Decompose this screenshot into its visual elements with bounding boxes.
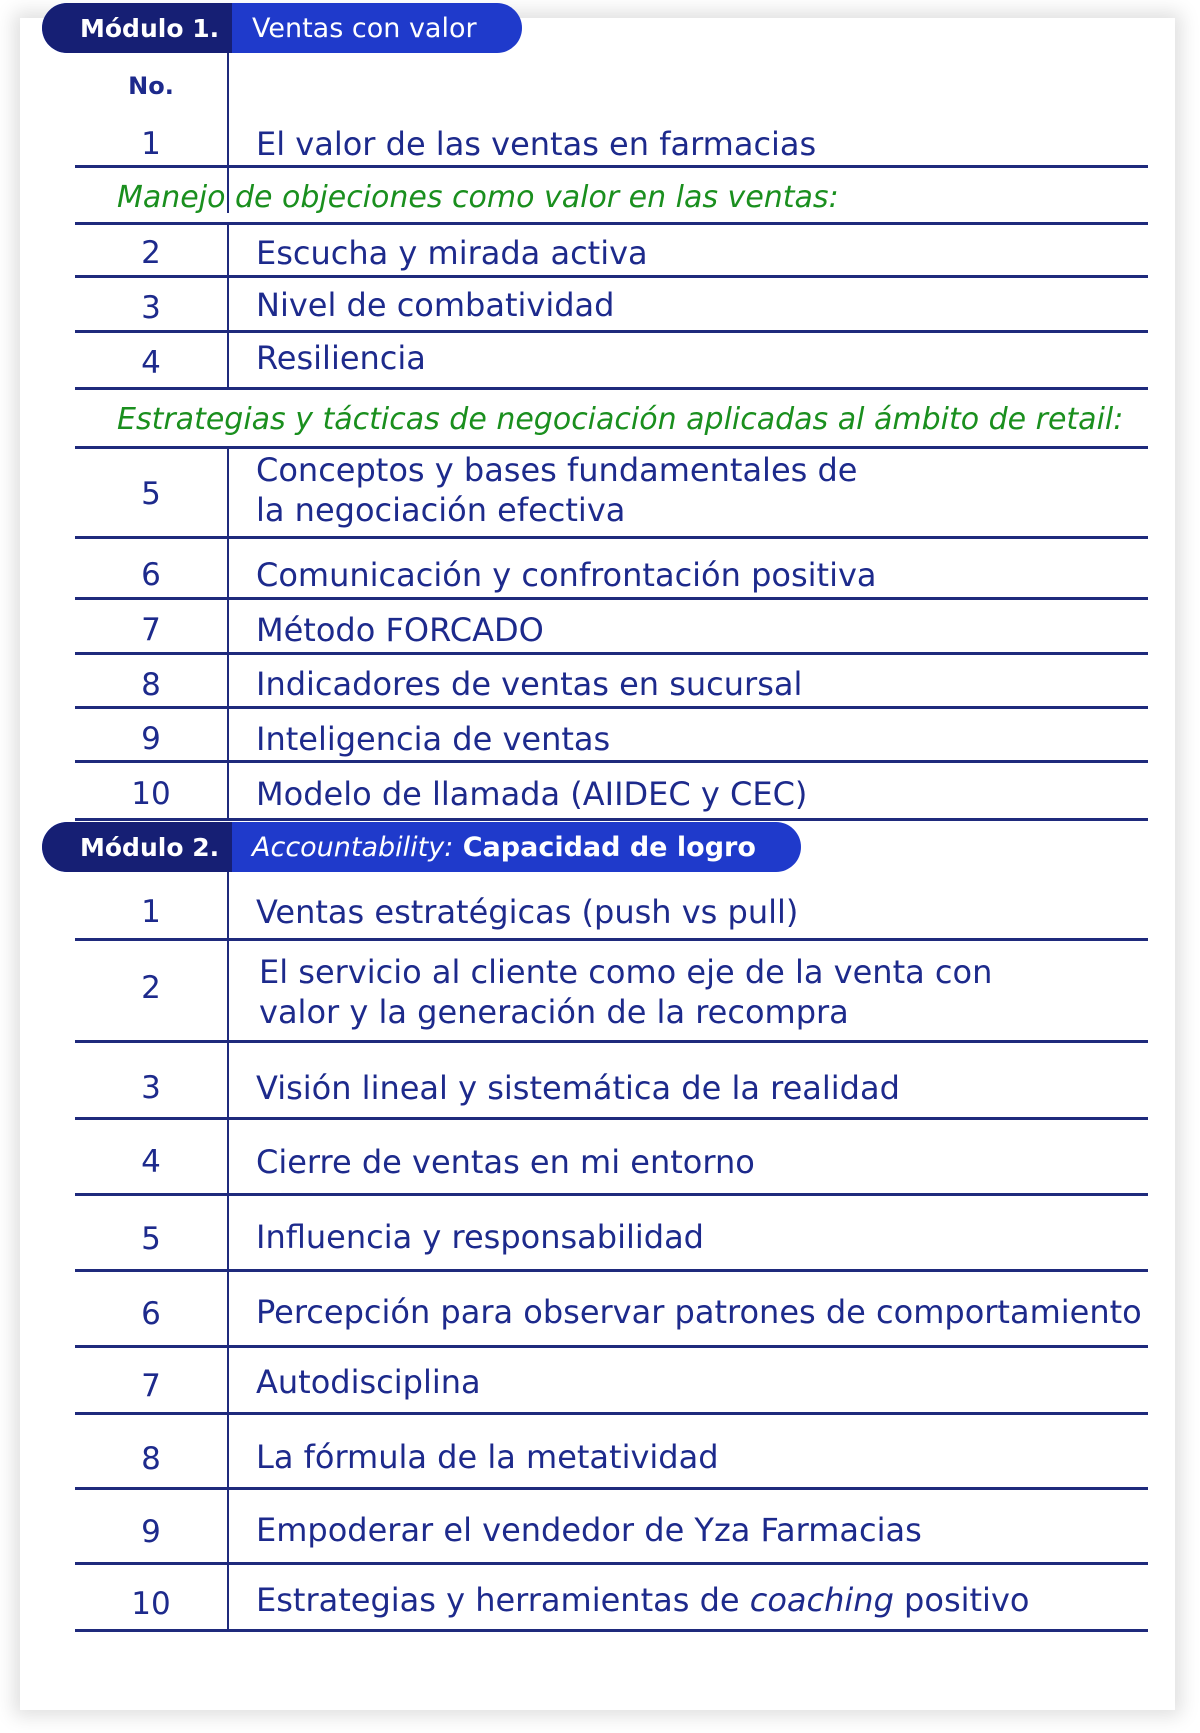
row-number: 6 <box>141 1296 161 1332</box>
row-number: 7 <box>141 1368 161 1404</box>
row-text-line-2: la negociación efectiva <box>256 491 626 529</box>
row-number: 4 <box>141 1144 161 1180</box>
row-text: Indicadores de ventas en sucursal <box>256 665 803 703</box>
row-number: 9 <box>141 721 161 757</box>
module-2-label: Módulo 2. <box>42 822 232 872</box>
row-text: El valor de las ventas en farmacias <box>256 125 817 163</box>
row-divider <box>75 1487 1148 1490</box>
row-text: Escucha y mirada activa <box>256 234 648 272</box>
number-column-header: No. <box>128 72 174 100</box>
row-text: Resiliencia <box>256 339 426 377</box>
row-text-post: positivo <box>893 1581 1030 1619</box>
row-number: 3 <box>141 1070 161 1106</box>
row-text-line-1: El servicio al cliente como eje de la venta con <box>259 953 993 991</box>
row-divider <box>75 652 1148 655</box>
row-divider <box>75 1117 1148 1120</box>
module-1-header <box>42 3 522 53</box>
row-text: Autodisciplina <box>256 1363 481 1401</box>
module-2-header <box>42 822 801 872</box>
module-2-title-rest: Capacidad de logro <box>453 831 756 863</box>
row-text: Percepción para observar patrones de comportamiento <box>256 1293 1142 1331</box>
row-divider <box>75 165 1148 168</box>
row-number: 10 <box>131 776 171 812</box>
row-divider <box>75 818 1148 821</box>
row-text: La fórmula de la metatividad <box>256 1438 719 1476</box>
row-number: 2 <box>141 235 161 271</box>
row-text-line-2: valor y la generación de la recompra <box>259 993 849 1031</box>
row-number: 1 <box>141 894 161 930</box>
row-text: Influencia y responsabilidad <box>256 1218 704 1256</box>
module-2-title-italic: Accountability: <box>252 831 454 863</box>
row-divider <box>75 1345 1148 1348</box>
row-text: Cierre de ventas en mi entorno <box>256 1143 755 1181</box>
row-divider <box>75 1562 1148 1565</box>
module-1-title: Ventas con valor <box>252 12 477 44</box>
section-heading: Manejo de objeciones como valor en las ventas: <box>117 180 839 215</box>
row-text-line-1: Conceptos y bases fundamentales de <box>256 451 858 489</box>
row-number: 8 <box>141 1441 161 1477</box>
module-2-title <box>232 832 801 863</box>
row-text: Nivel de combatividad <box>256 286 615 324</box>
row-divider <box>75 1269 1148 1272</box>
row-number: 1 <box>141 126 161 162</box>
row-number: 4 <box>141 345 161 381</box>
row-text <box>256 1580 1029 1620</box>
row-text: Inteligencia de ventas <box>256 720 611 758</box>
row-number: 9 <box>141 1514 161 1550</box>
row-number: 10 <box>131 1586 171 1622</box>
row-text-pre: Estrategias y herramientas de <box>256 1581 750 1619</box>
row-divider <box>75 938 1148 941</box>
row-number: 5 <box>141 476 161 512</box>
row-divider <box>75 387 1148 390</box>
row-text: Ventas estratégicas (push vs pull) <box>256 893 799 931</box>
row-divider <box>75 597 1148 600</box>
row-text-italic: coaching <box>749 1581 894 1619</box>
row-divider <box>75 446 1148 449</box>
column-divider <box>227 872 229 1632</box>
column-divider <box>227 448 229 820</box>
row-text: Empoderar el vendedor de Yza Farmacias <box>256 1511 922 1549</box>
row-divider <box>75 760 1148 763</box>
row-divider <box>75 706 1148 709</box>
row-number: 2 <box>141 970 161 1006</box>
row-number: 5 <box>141 1221 161 1257</box>
column-divider <box>227 224 229 389</box>
row-divider <box>75 1040 1148 1043</box>
module-1-label: Módulo 1. <box>42 3 232 53</box>
row-number: 3 <box>141 290 161 326</box>
row-text: Comunicación y confrontación positiva <box>256 556 877 594</box>
row-divider <box>75 330 1148 333</box>
section-heading: Estrategias y tácticas de negociación aplicadas al ámbito de retail: <box>117 402 1124 437</box>
row-divider <box>75 1629 1148 1632</box>
row-number: 7 <box>141 612 161 648</box>
row-text: Modelo de llamada (AIIDEC y CEC) <box>256 775 808 813</box>
row-number: 6 <box>141 557 161 593</box>
row-divider <box>75 222 1148 225</box>
row-divider <box>75 275 1148 278</box>
row-text: Visión lineal y sistemática de la realidad <box>256 1069 900 1107</box>
row-divider <box>75 536 1148 539</box>
row-number: 8 <box>141 667 161 703</box>
row-divider <box>75 1412 1148 1415</box>
row-text: Método FORCADO <box>256 611 544 649</box>
row-divider <box>75 1193 1148 1196</box>
